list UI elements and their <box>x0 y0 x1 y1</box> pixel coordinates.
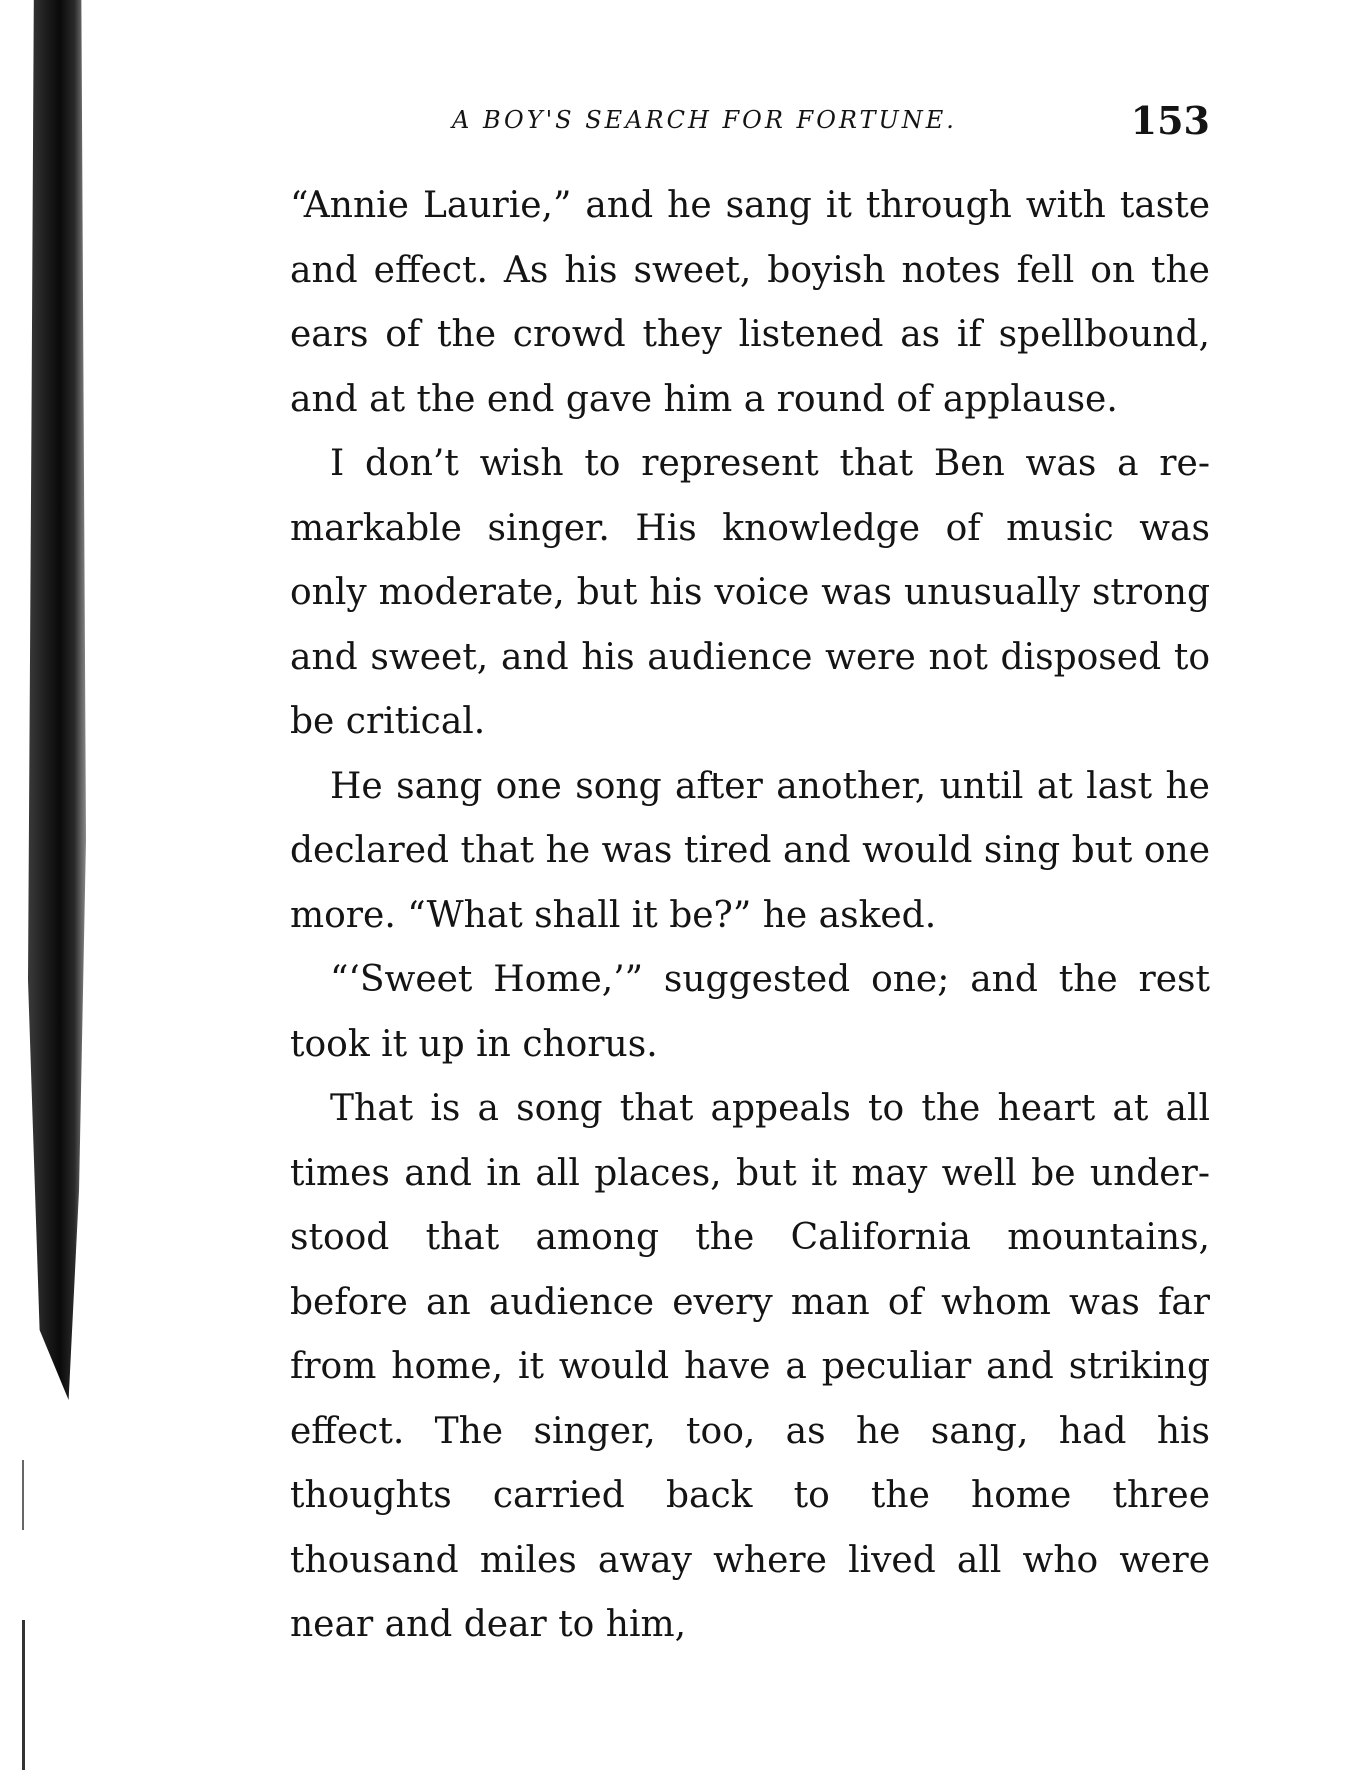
paragraph: He sang one song after another, until at last he declared that he was tired and would sing but one more. “What shall it be?” he asked. <box>290 765 1210 936</box>
paragraph-continued: “Annie Laurie,” and he sang it through with taste and effect. As his sweet, boyish notes fell on the ears of the crowd they listened as if spellbound, and at the end gave him a round of applause. <box>290 185 1210 420</box>
running-title: A BOY'S SEARCH FOR FORTUNE. <box>452 106 957 134</box>
book-binding-shadow <box>28 0 86 1400</box>
running-head <box>290 96 1210 146</box>
paragraph: That is a song that appeals to the heart at all times and in all places, but it may well be understood that among the California mountains, before an audience every man of whom was far from home, it would have a peculiar and striking effect. The singer, too, as he sang, had his thoughts carried back to the home three thousand miles away where lived all who were near and dear to him, <box>290 1088 1210 1645</box>
page-number: 153 <box>1130 98 1210 143</box>
book-page <box>290 96 1210 1658</box>
scan-artifact <box>22 1620 25 1770</box>
scan-artifact <box>22 1460 24 1530</box>
paragraph: “‘Sweet Home,’” suggested one; and the rest took it up in chorus. <box>290 959 1210 1065</box>
paragraph: I don’t wish to represent that Ben was a remarkable singer. His knowledge of music was only moderate, but his voice was unusually strong and sweet, and his audience were not disposed to be critical. <box>290 443 1210 742</box>
